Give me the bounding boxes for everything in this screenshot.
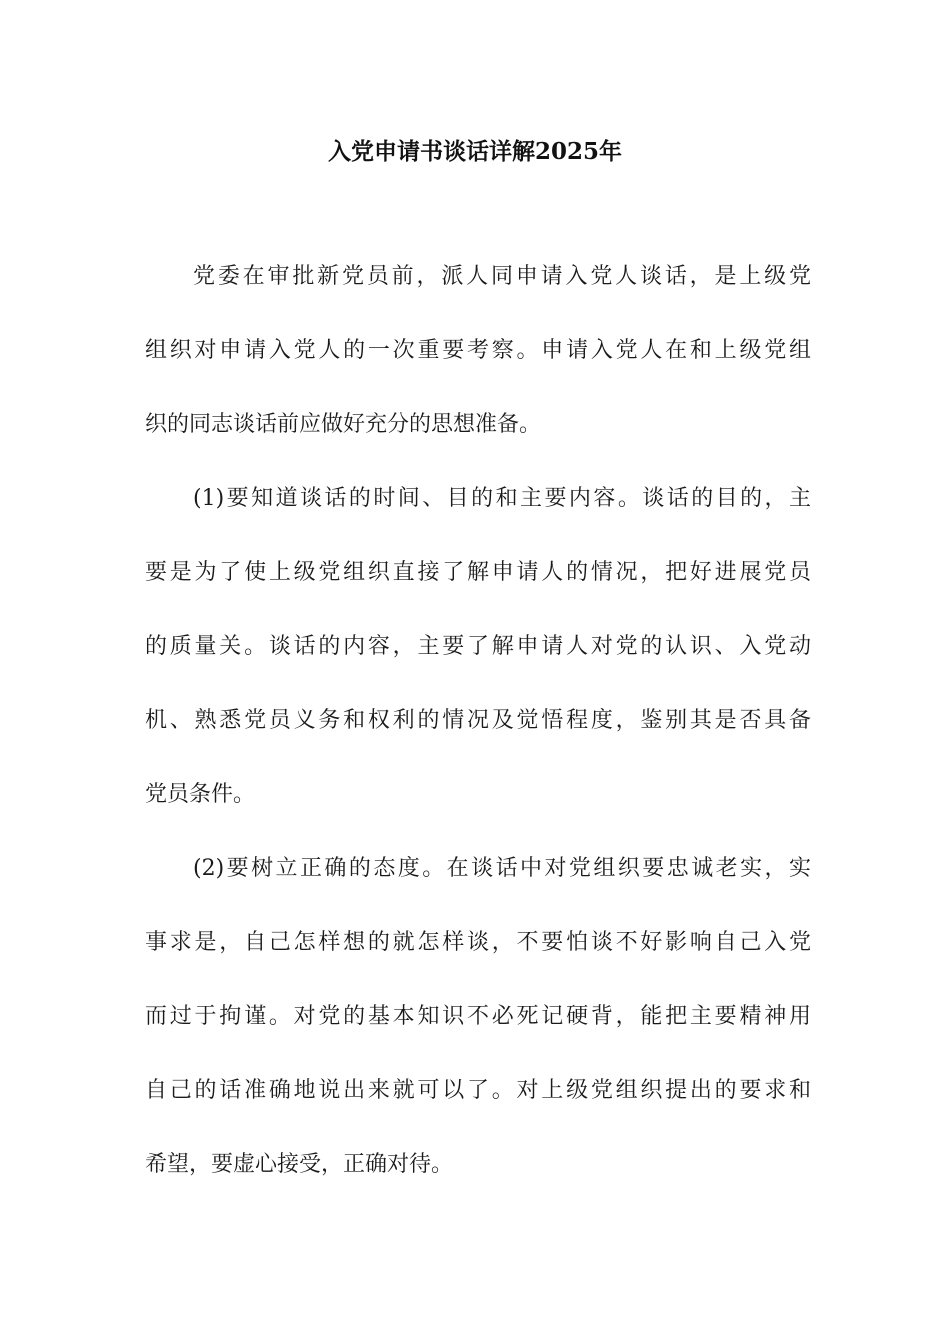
paragraph-3 (145, 850, 811, 1183)
text-line: 织的同志谈话前应做好充分的思想准备。 (145, 412, 542, 437)
page-title: 入党申请书谈话详解2025年 (327, 138, 622, 165)
text-line: 要是为了使上级党组织直接了解申请人的情况，把好进展党员 (145, 560, 811, 585)
text-line: 党委在审批新党员前，派人同申请入党人谈话，是上级党 (193, 264, 811, 289)
paragraph-2 (145, 480, 811, 813)
text-line: (1)要知道谈话的时间、目的和主要内容。谈话的目的，主 (193, 486, 811, 511)
text-line: (2)要树立正确的态度。在谈话中对党组织要忠诚老实，实 (193, 856, 811, 881)
text-line: 的质量关。谈话的内容，主要了解申请人对党的认识、入党动 (145, 634, 811, 659)
text-line: 事求是，自己怎样想的就怎样谈，不要怕谈不好影响自己入党 (145, 930, 811, 955)
text-line: 而过于拘谨。对党的基本知识不必死记硬背，能把主要精神用 (145, 1004, 811, 1029)
text-line: 机、熟悉党员义务和权利的情况及觉悟程度，鉴别其是否具备 (145, 708, 811, 733)
paragraph-1 (145, 258, 811, 443)
text-line: 党员条件。 (145, 782, 256, 807)
document-body (145, 258, 811, 1220)
text-line: 组织对申请入党人的一次重要考察。申请入党人在和上级党组 (145, 338, 811, 363)
text-line: 自己的话准确地说出来就可以了。对上级党组织提出的要求和 (145, 1078, 811, 1103)
text-line: 希望，要虚心接受，正确对待。 (145, 1152, 454, 1177)
